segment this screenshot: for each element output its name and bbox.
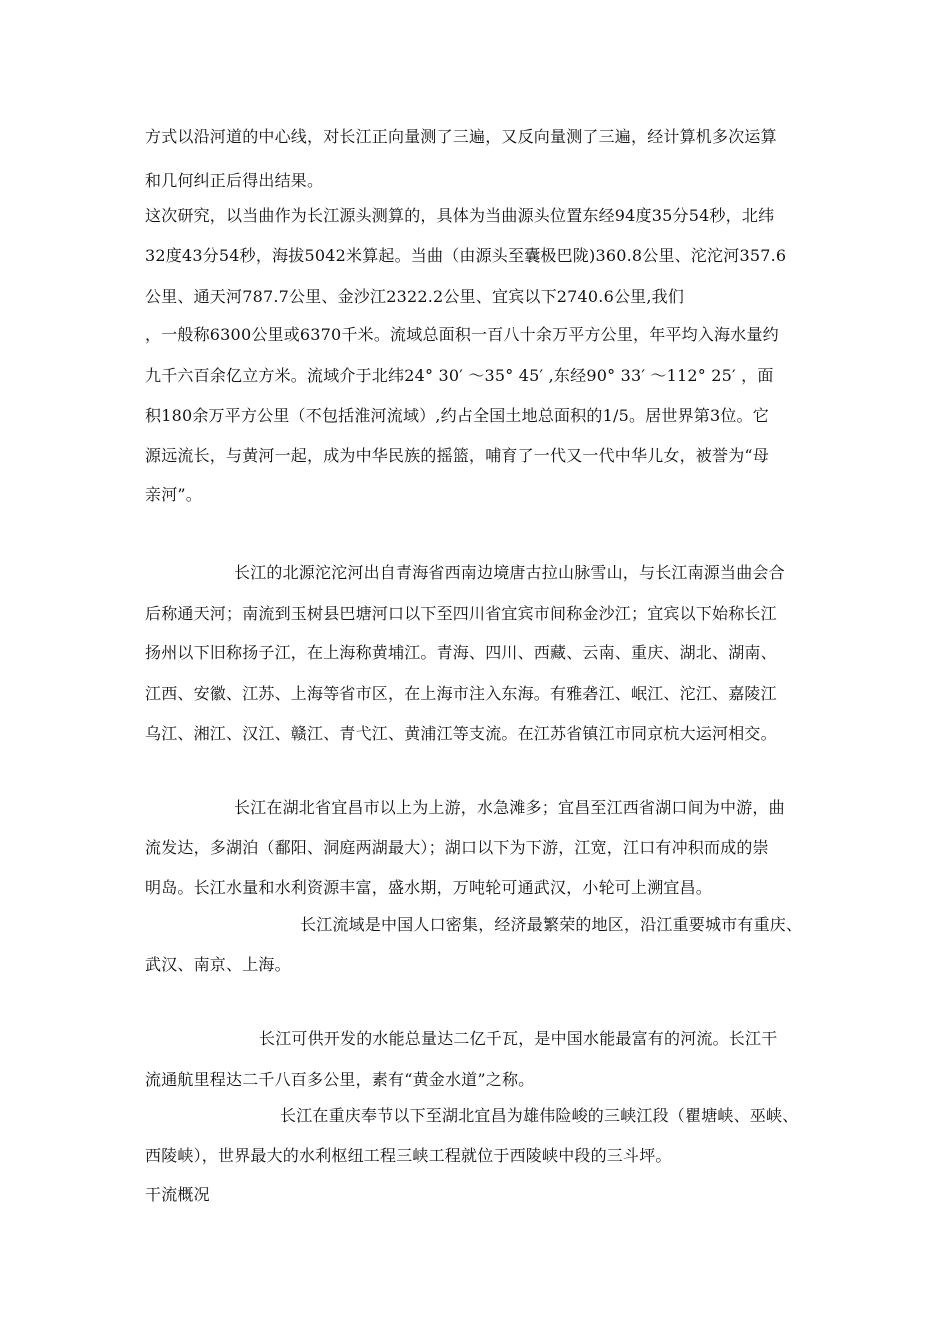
text-line: ，一般称6300公里或6370千米。流域总面积一百八十余万平方公里，年平均入海水量约 xyxy=(145,325,779,344)
text-line: 和几何纠正后得出结果。 xyxy=(145,171,324,190)
text-line: 方式以沿河道的中心线，对长江正向量测了三遍，又反向量测了三遍，经计算机多次运算 xyxy=(145,127,777,146)
text-line: 乌江、湘江、汉江、赣江、青弋江、黄浦江等支流。在江苏省镇江市同京杭大运河相交。 xyxy=(145,724,777,743)
text-line: 流发达，多湖泊（鄱阳、洞庭两湖最大）；湖口以下为下游，江宽，江口有冲积而成的崇 xyxy=(145,838,769,857)
text-line: 公里、通天河787.7公里、金沙江2322.2公里、宜宾以下2740.6公里,我们 xyxy=(145,287,685,306)
text-line: 32度43分54秒，海拔5042米算起。当曲（由源头至囊极巴陇)360.8公里、沱沱河357.6 xyxy=(145,246,787,265)
text-line: 源远流长，与黄河一起，成为中华民族的摇篮，哺育了一代又一代中华儿女，被誉为“母 xyxy=(145,446,769,465)
text-line: 长江的北源沱沱河出自青海省西南边境唐古拉山脉雪山，与长江南源当曲会合 xyxy=(234,563,785,582)
text-line: 明岛。长江水量和水利资源丰富，盛水期，万吨轮可通武汉，小轮可上溯宜昌。 xyxy=(145,878,713,897)
text-line: 长江在重庆奉节以下至湖北宜昌为雄伟险峻的三峡江段（瞿塘峡、巫峡、 xyxy=(280,1106,799,1125)
text-line: 长江在湖北省宜昌市以上为上游，水急滩多；宜昌至江西省湖口间为中游，曲 xyxy=(234,798,785,817)
section-heading: 干流概况 xyxy=(145,1185,210,1204)
text-line: 扬州以下旧称扬子江，在上海称黄埔江。青海、四川、西藏、云南、重庆、湖北、湖南、 xyxy=(145,643,777,662)
text-line: 长江可供开发的水能总量达二亿千瓦，是中国水能最富有的河流。长江干 xyxy=(259,1029,778,1048)
text-line: 长江流域是中国人口密集，经济最繁荣的地区，沿江重要城市有重庆、 xyxy=(300,915,803,934)
text-line: 江西、安徽、江苏、上海等省市区，在上海市注入东海。有雅砻江、岷江、沱江、嘉陵江 xyxy=(145,684,777,703)
text-line: 积180余万平方公里（不包括淮河流域）,约占全国土地总面积的1/5。居世界第3位。它 xyxy=(145,406,769,425)
text-line: 这次研究，以当曲作为长江源头测算的，具体为当曲源头位置东经94度35分54秒，北纬 xyxy=(145,206,775,225)
text-line: 九千六百余亿立方米。流域介于北纬24° 30′ ～35° 45′ ,东经90° 33′ ～112° 25′ ，面 xyxy=(145,366,774,385)
text-line: 流通航里程达二千八百多公里，素有“黄金水道”之称。 xyxy=(145,1070,535,1089)
text-line: 后称通天河；南流到玉树县巴塘河口以下至四川省宜宾市间称金沙江；宜宾以下始称长江 xyxy=(145,604,777,623)
text-line: 武汉、南京、上海。 xyxy=(145,955,291,974)
text-line: 亲河”。 xyxy=(145,485,202,504)
text-line: 西陵峡），世界最大的水利枢纽工程三峡工程就位于西陵峡中段的三斗坪。 xyxy=(145,1146,672,1165)
